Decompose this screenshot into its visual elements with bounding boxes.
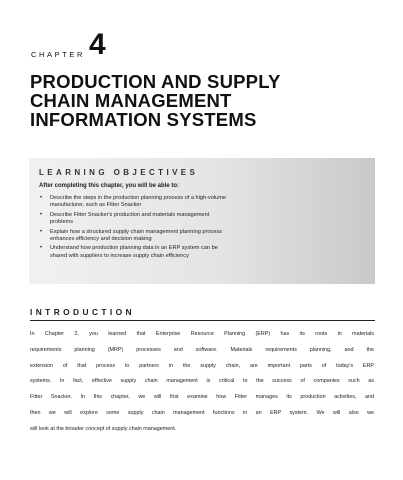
objective-line: shared with suppliers to increase supply chain efficiency [50, 252, 189, 259]
introduction-body [30, 331, 374, 442]
body-line [30, 378, 374, 394]
list-item [39, 195, 279, 209]
bullet-icon: • [40, 245, 43, 252]
learning-objectives-box [29, 158, 375, 284]
title-line: CHAIN MANAGEMENT [30, 90, 232, 111]
body-line [30, 426, 374, 442]
body-text: Fitter Snacker. In this chapter, we will first examine how Fitter manages its production activities, and [30, 394, 374, 401]
learning-objectives-heading: LEARNING OBJECTIVES [39, 168, 199, 177]
body-text: requirements planning (MRP) processes and software. Materials requirements planning, and the [30, 346, 374, 353]
body-line [30, 410, 374, 426]
objective-line: manufacturer, such as Fitter Snacker [50, 202, 142, 209]
objective-line: enhances efficiency and decision making [50, 235, 152, 242]
bullet-icon: • [40, 228, 43, 235]
body-text: extension of that process to partners in the supply chain, are important parts of today's ERP [30, 362, 374, 369]
chapter-title [30, 72, 370, 129]
chapter-word: CHAPTER [31, 50, 86, 59]
body-line [30, 331, 374, 347]
bullet-icon: • [40, 195, 43, 201]
body-text: systems. In fact, effective supply chain management is critical to the success of companies such as [30, 378, 374, 385]
objective-line: Explain how a structured supply chain management planning process [50, 228, 222, 235]
learning-objectives-intro: After completing this chapter, you will be able to: [39, 183, 180, 189]
list-item [39, 245, 279, 259]
chapter-label [31, 30, 151, 70]
body-line [30, 394, 374, 410]
section-rule [30, 320, 375, 321]
bullet-icon: • [40, 211, 43, 218]
objective-line: problems [50, 219, 74, 225]
title-line: INFORMATION SYSTEMS [30, 109, 257, 130]
body-line [30, 363, 374, 379]
learning-objectives-list [39, 195, 279, 262]
body-line [30, 347, 374, 363]
body-text: then we will explore some supply chain management functions in an ERP system. We will also we [30, 409, 374, 416]
objective-line: Describe Fitter Snacker's production and materials management [50, 211, 210, 218]
objective-line: Describe the steps in the production planning process of a high-volume [50, 195, 226, 201]
title-line: PRODUCTION AND SUPPLY [30, 71, 281, 92]
body-text: will look at the broader concept of supply chain management. [30, 425, 177, 432]
list-item [39, 229, 279, 243]
introduction-heading: INTRODUCTION [30, 307, 136, 317]
list-item [39, 212, 279, 226]
chapter-number: 4 [89, 28, 106, 61]
body-text: In Chapter 2, you learned that Enterprise Resource Planning (ERP) has its roots in materials [30, 331, 374, 337]
objective-line: Understand how production planning data in an ERP system can be [50, 245, 218, 252]
